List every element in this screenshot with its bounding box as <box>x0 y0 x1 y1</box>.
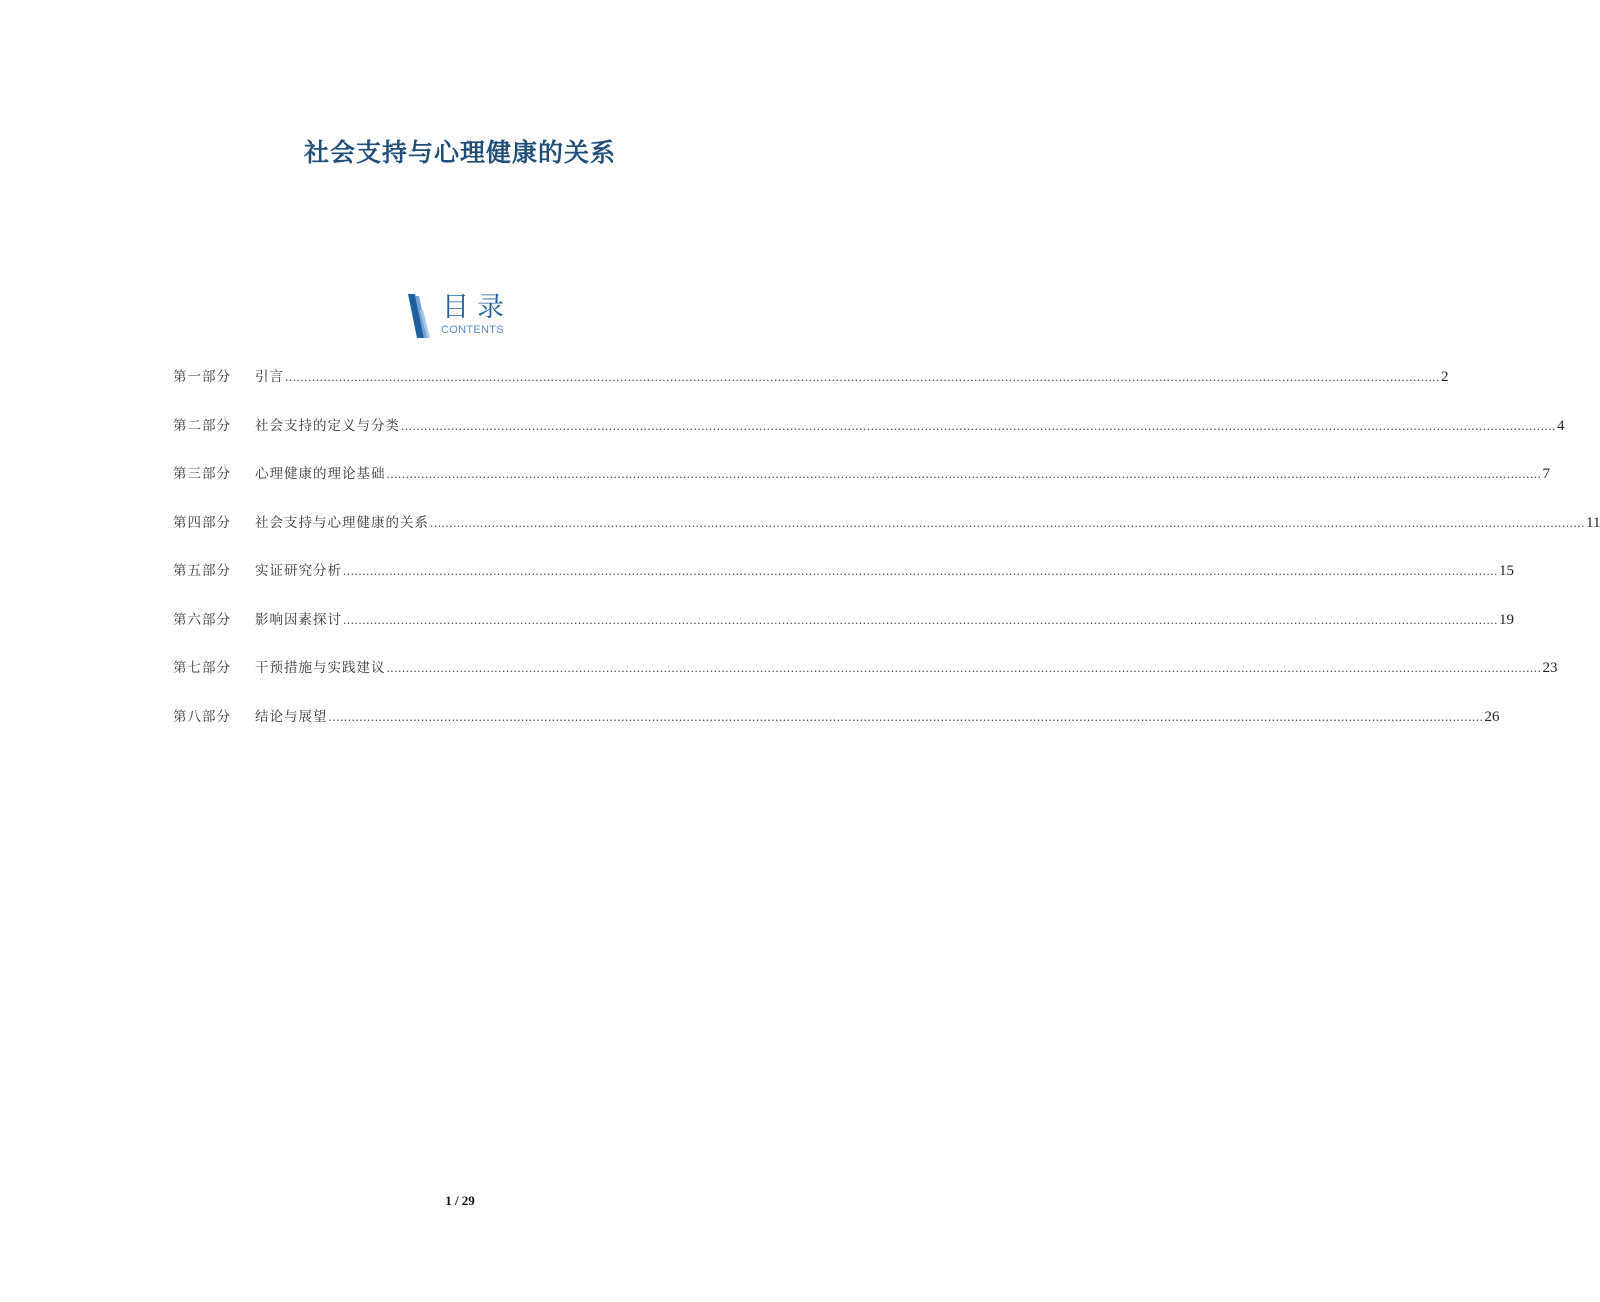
toc-dot-leader: ............................................................................................................................................................................................................................................................................................................ <box>430 514 1585 530</box>
toc-entry[interactable] <box>173 657 1558 706</box>
toc-entry-title: 实证研究分析 <box>255 563 342 579</box>
toc-entry-title: 心理健康的理论基础 <box>255 466 386 482</box>
toc-entry-part: 第三部分 <box>173 466 231 482</box>
toc-entry-title: 影响因素探讨 <box>255 611 342 628</box>
toc-dot-leader: ............................................................................................................................................................................................................................................................................................................ <box>386 466 1542 481</box>
toc-entry-page: 15 <box>1499 563 1514 579</box>
toc-entry-part: 第二部分 <box>173 417 231 434</box>
toc-entry[interactable] <box>173 560 1514 609</box>
toc-entry[interactable] <box>173 706 1500 755</box>
toc-entry-page: 23 <box>1542 660 1558 676</box>
document-title: 社会支持与心理健康的关系 <box>303 137 616 167</box>
toc-dot-leader: ............................................................................................................................................................................................................................................................................................................ <box>343 563 1498 578</box>
toc-entry-title: 社会支持的定义与分类 <box>255 417 400 434</box>
toc-entry-title: 干预措施与实践建议 <box>255 660 386 676</box>
toc-entry-part: 第五部分 <box>173 563 231 579</box>
toc-entry-part: 第四部分 <box>173 514 231 531</box>
page-number: 1 / 29 <box>445 1193 475 1208</box>
toc-logo-icon <box>406 294 432 338</box>
toc-entry-page: 7 <box>1542 466 1550 482</box>
toc-entry[interactable] <box>173 415 1565 464</box>
toc-entry-title: 结论与展望 <box>255 708 328 725</box>
toc-dot-leader: ............................................................................................................................................................................................................................................................................................................ <box>401 417 1556 433</box>
toc-entry-page: 2 <box>1441 369 1449 385</box>
toc-entry-part: 第一部分 <box>173 369 231 385</box>
toc-entry-title: 社会支持与心理健康的关系 <box>255 514 429 531</box>
toc-dot-leader: ............................................................................................................................................................................................................................................................................................................ <box>285 369 1440 384</box>
toc-entry-page: 4 <box>1557 417 1565 434</box>
toc-header <box>406 292 526 340</box>
toc-dot-leader: ............................................................................................................................................................................................................................................................................................................ <box>328 708 1484 724</box>
toc-entry-page: 11 <box>1586 514 1600 531</box>
toc-list <box>173 366 1600 754</box>
toc-entry-part: 第八部分 <box>173 708 231 725</box>
toc-entry-page: 19 <box>1499 611 1514 628</box>
toc-entry-page: 26 <box>1484 708 1500 725</box>
toc-entry[interactable] <box>173 366 1449 415</box>
toc-dot-leader: ............................................................................................................................................................................................................................................................................................................ <box>386 660 1542 675</box>
toc-entry-part: 第六部分 <box>173 611 231 628</box>
toc-heading: 目录 <box>442 292 512 323</box>
toc-entry[interactable] <box>173 609 1514 658</box>
toc-entry[interactable] <box>173 512 1600 561</box>
toc-subheading: CONTENTS <box>441 324 504 336</box>
toc-entry-title: 引言 <box>255 369 284 385</box>
toc-entry[interactable] <box>173 463 1550 512</box>
toc-entry-part: 第七部分 <box>173 660 231 676</box>
toc-dot-leader: ............................................................................................................................................................................................................................................................................................................ <box>343 611 1498 627</box>
